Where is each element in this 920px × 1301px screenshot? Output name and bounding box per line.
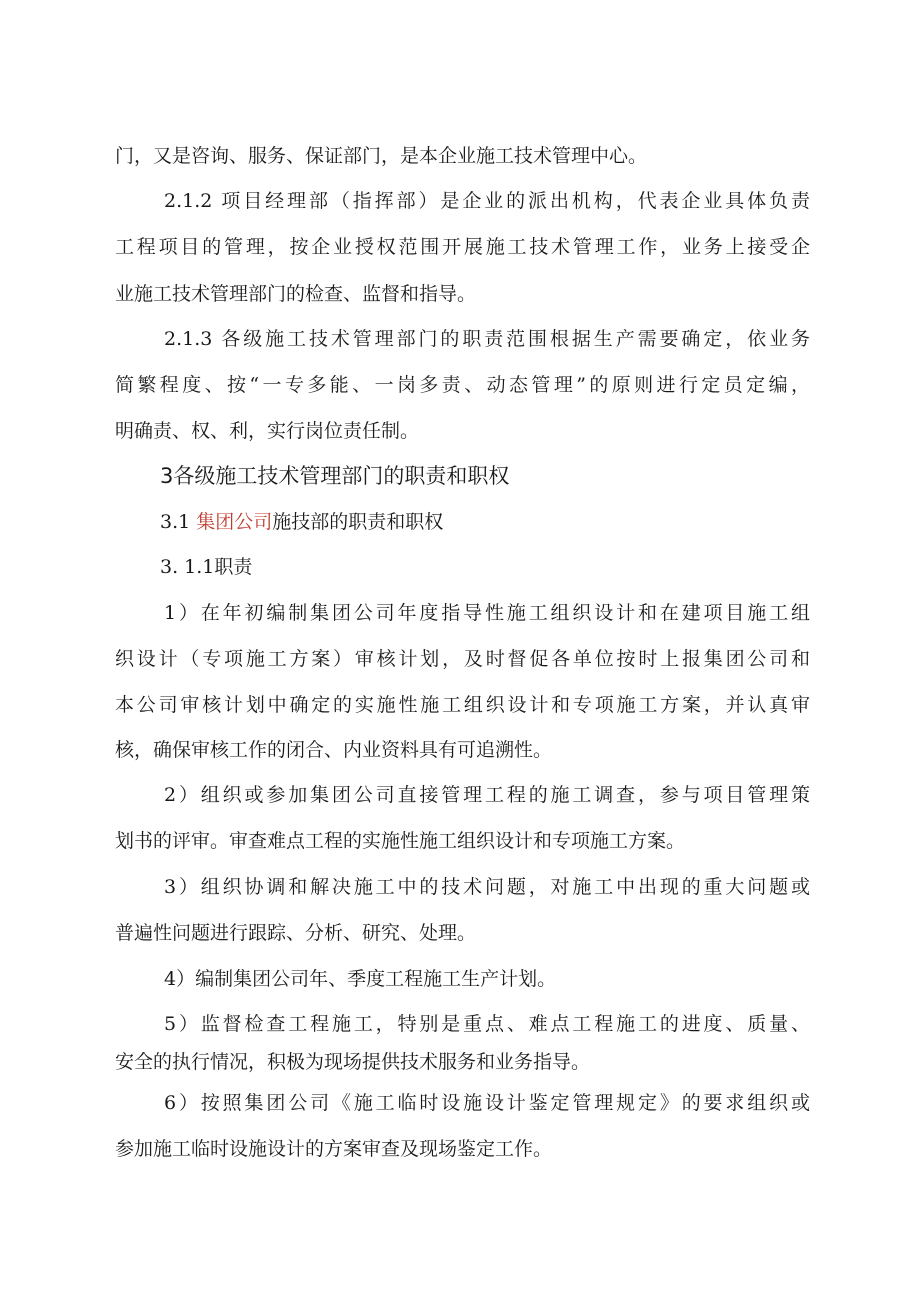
duty-item-1-line: 织设计（专项施工方案）审核计划，及时督促各单位按时上报集团公司和 (115, 648, 810, 670)
subsection-heading-3-1 (160, 509, 443, 535)
highlighted-term: 集团公司 (196, 511, 273, 533)
subsection-suffix: 施技部的职责和职权 (272, 511, 444, 533)
duty-item-4-line: 4）编制集团公司年、季度工程施工生产计划。 (164, 968, 557, 990)
clause-2-1-3-line: 明确责、权、利，实行岗位责任制。 (115, 420, 420, 442)
clause-2-1-3-line: 2.1.3 各级施工技术管理部门的职责范围根据生产需要确定，依业务 (164, 328, 810, 350)
duty-item-1-line: 核，确保审核工作的闭合、内业资料具有可追溯性。 (115, 739, 553, 761)
duty-item-2-line: 划书的评审。审查难点工程的实施性施工组织设计和专项施工方案。 (115, 830, 686, 852)
clause-2-1-2-line: 工程项目的管理，按企业授权范围开展施工技术管理工作，业务上接受企 (115, 236, 810, 258)
subsection-prefix: 3.1 (160, 511, 197, 533)
duty-item-6-line: 6）按照集团公司《施工临时设施设计鉴定管理规定》的要求组织或 (164, 1092, 810, 1114)
duty-item-2-line: 2）组织或参加集团公司直接管理工程的施工调查，参与项目管理策 (164, 784, 810, 806)
duty-item-1-line: 1）在年初编制集团公司年度指导性施工组织设计和在建项目施工组 (164, 602, 810, 624)
duty-item-6-line: 参加施工临时设施设计的方案审查及现场鉴定工作。 (115, 1138, 553, 1160)
duty-item-3-line: 3）组织协调和解决施工中的技术问题，对施工中出现的重大问题或 (164, 876, 810, 898)
clause-2-1-2-line: 2.1.2 项目经理部（指挥部）是企业的派出机构，代表企业具体负责 (164, 190, 810, 212)
duty-item-3-line: 普遍性问题进行跟踪、分析、研究、处理。 (115, 922, 477, 944)
duty-item-1-line: 本公司审核计划中确定的实施性施工组织设计和专项施工方案，并认真审 (115, 694, 810, 716)
clause-2-1-2-line: 业施工技术管理部门的检查、监督和指导。 (115, 283, 477, 305)
duty-item-5-line: 5）监督检查工程施工，特别是重点、难点工程施工的进度、质量、 (164, 1013, 810, 1035)
duty-item-5-line: 安全的执行情况，积极为现场提供技术服务和业务指导。 (115, 1051, 591, 1073)
subsection-heading-3-1-1: 3. 1.1职责 (160, 556, 253, 578)
clause-2-1-3-line: 简繁程度、按“一专多能、一岗多责、动态管理”的原则进行定员定编， (115, 374, 810, 396)
paragraph-continuation: 门，又是咨询、服务、保证部门，是本企业施工技术管理中心。 (115, 145, 648, 167)
section-heading: 3各级施工技术管理部门的职责和职权 (160, 464, 510, 488)
